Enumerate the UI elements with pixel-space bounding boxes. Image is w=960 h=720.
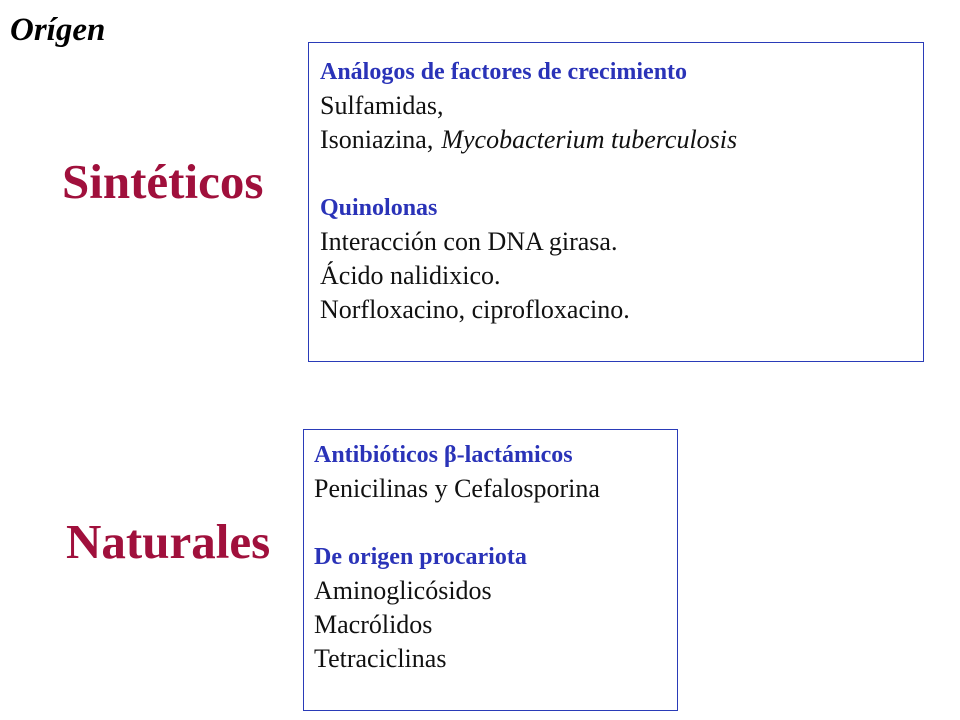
naturales-box [303,429,678,711]
item-penicilinas: Penicilinas y Cefalosporina [314,474,600,503]
item-macrolidos: Macrólidos [314,610,433,639]
item-aminoglicosidos: Aminoglicósidos [314,576,492,605]
heading-betalactamicos-suffix: -lactámicos [456,442,573,468]
spacer [314,506,667,540]
item-interaccion: Interacción con DNA girasa. [320,227,618,256]
slide-title: Orígen [10,12,106,48]
item-acido-nalidixico: Ácido nalidixico. [320,261,501,290]
sinteticos-box [308,42,924,362]
heading-analogos: Análogos de factores de crecimiento [320,59,688,85]
item-norfloxacino: Norfloxacino, ciprofloxacino. [320,295,630,324]
spacer [320,157,913,191]
heading-procariota: De origen procariota [314,544,527,570]
mycobacterium-text: Mycobacterium tuberculosis [441,125,738,154]
heading-betalactamicos-prefix: Antibióticos [314,442,445,468]
beta-symbol: β [444,442,457,468]
item-isoniazina [320,123,913,157]
heading-quinolonas: Quinolonas [320,195,438,221]
item-tetraciclinas: Tetraciclinas [314,644,447,673]
heading-betalactamicos [314,438,667,472]
isoniazina-text: Isoniazina, [320,125,434,154]
item-sulfamidas: Sulfamidas, [320,91,444,120]
category-naturales: Naturales [66,514,271,569]
category-sinteticos: Sintéticos [62,154,264,209]
